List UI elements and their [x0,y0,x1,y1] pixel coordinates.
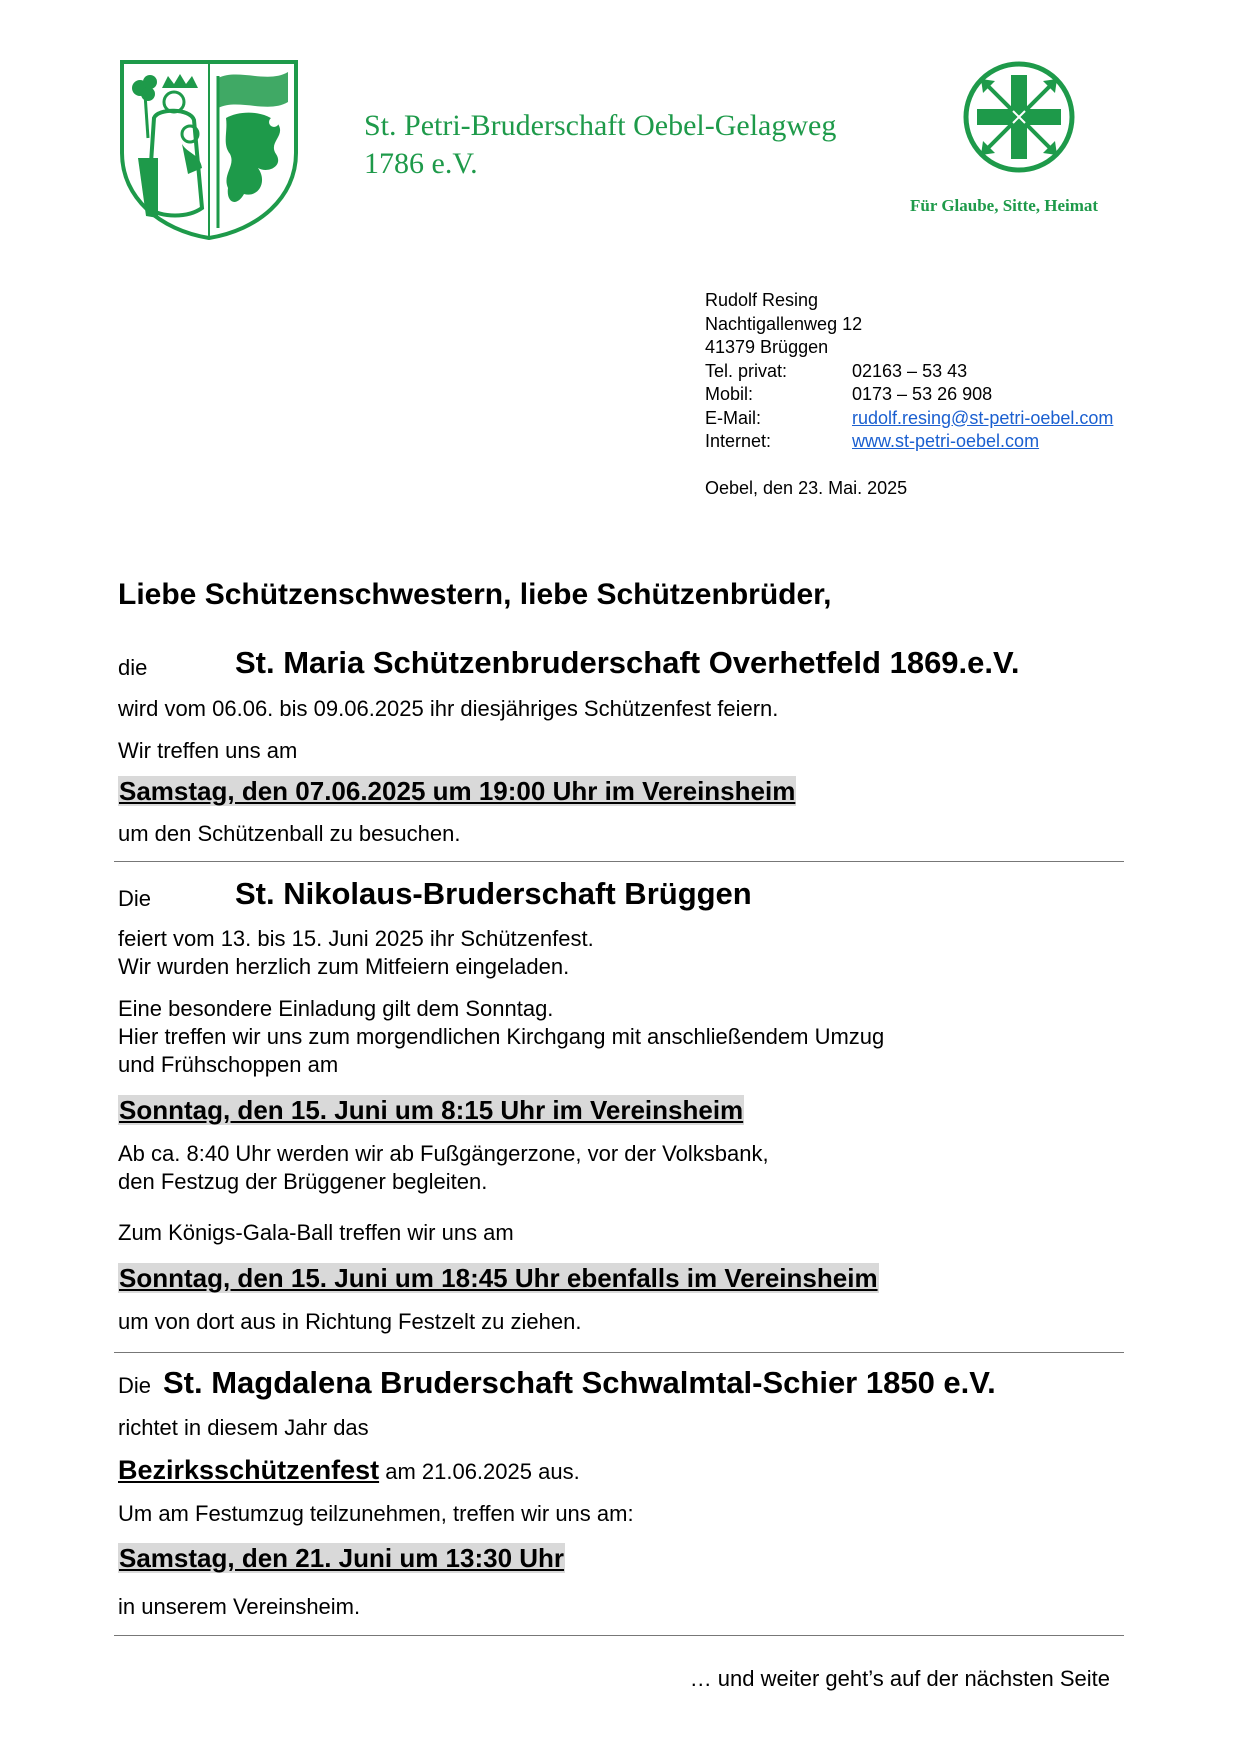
section2-p1-line1: feiert vom 13. bis 15. Juni 2025 ihr Schützenfest. [118,926,594,951]
section2-highlight1 [118,1095,744,1126]
section3-title: St. Magdalena Bruderschaft Schwalmtal-Schier 1850 e.V. [163,1365,996,1400]
section2-p2-line1: Eine besondere Einladung gilt dem Sonntag. [118,996,554,1021]
section1-highlight [118,776,796,807]
contact-value: 02163 – 53 43 [852,360,968,381]
section2-title: St. Nikolaus-Bruderschaft Brüggen [235,876,752,911]
section3-article: Die [118,1373,152,1398]
section3-line1: richtet in diesem Jahr das [118,1415,369,1440]
section2-meeting-time-evening: Sonntag, den 15. Juni um 18:45 Uhr ebenfalls im Vereinsheim [119,1263,878,1293]
emblem [963,61,1075,173]
org-name-line1: St. Petri-Bruderschaft Oebel-Gelagweg [364,109,837,142]
section1-line2: Wir treffen uns am [118,738,298,763]
section2-article: Die [118,886,152,911]
section2-p5: um von dort aus in Richtung Festzelt zu ziehen. [118,1309,582,1334]
contact-label: E-Mail: [705,407,762,428]
coat-of-arms [118,58,300,242]
contact-label: Internet: [705,431,772,451]
greeting: Liebe Schützenschwestern, liebe Schützenbrüder, [118,578,832,611]
section3-event-name: Bezirksschützenfest [118,1455,380,1485]
section1-meeting-time: Samstag, den 07.06.2025 um 19:00 Uhr im Vereinsheim [119,776,796,806]
contact-label: Mobil: [705,384,754,404]
email-link[interactable]: rudolf.resing@st-petri-oebel.com [852,407,1114,428]
divider [114,1635,1124,1636]
section1-line1: wird vom 06.06. bis 09.06.2025 ihr diesjähriges Schützenfest feiern. [118,696,779,721]
cross-arrows-emblem-icon [963,61,1075,173]
section2-p3 [118,1140,769,1196]
section3-highlight [118,1543,565,1574]
divider [114,861,1124,862]
contact-label: Tel. privat: [705,360,788,381]
sender-block [705,289,1113,500]
coat-of-arms-icon [118,58,300,242]
motto: Für Glaube, Sitte, Heimat [910,196,1099,215]
sender-city: 41379 Brüggen [705,337,829,357]
section2-p1 [118,925,594,981]
section2-p1-line2: Wir wurden herzlich zum Mitfeiern eingeladen. [118,954,570,979]
contact-row-internet [705,430,1113,454]
sender-name: Rudolf Resing [705,290,819,310]
org-name-line2: 1786 e.V. [364,147,478,180]
section3-line3: in unserem Vereinsheim. [118,1594,361,1619]
section2-p4: Zum Königs-Gala-Ball treffen wir uns am [118,1220,514,1245]
section3-event-line [118,1455,580,1486]
section2-highlight2 [118,1263,879,1294]
continue-note: … und weiter geht’s auf der nächsten Seite [689,1666,1110,1691]
contact-row-email [705,407,1113,431]
divider [114,1352,1124,1353]
section2-meeting-time-morning: Sonntag, den 15. Juni um 8:15 Uhr im Vereinsheim [119,1095,744,1125]
section1-line3: um den Schützenball zu besuchen. [118,821,461,846]
contact-row-mobile [705,383,1113,407]
section1-article: die [118,655,148,680]
contact-value: 0173 – 53 26 908 [852,384,993,404]
section3-event-suffix: am 21.06.2025 aus. [379,1459,580,1484]
sender-street: Nachtigallenweg 12 [705,313,863,334]
section2-p2-line3: und Frühschoppen am [118,1052,339,1077]
section2-p2 [118,995,884,1079]
section1-title: St. Maria Schützenbruderschaft Overhetfeld 1869.e.V. [235,645,1020,680]
date-line: Oebel, den 23. Mai. 2025 [705,477,908,498]
contact-row-phone [705,360,1113,384]
section2-p2-line2: Hier treffen wir uns zum morgendlichen Kirchgang mit anschließendem Umzug [118,1024,885,1049]
section2-p3-line2: den Festzug der Brüggener begleiten. [118,1169,488,1194]
website-link[interactable]: www.st-petri-oebel.com [852,431,1040,451]
section3-meeting-time: Samstag, den 21. Juni um 13:30 Uhr [119,1543,565,1573]
section2-p3-line1: Ab ca. 8:40 Uhr werden wir ab Fußgängerzone, vor der Volksbank, [118,1141,769,1166]
section3-line2: Um am Festumzug teilzunehmen, treffen wir uns am: [118,1501,634,1526]
